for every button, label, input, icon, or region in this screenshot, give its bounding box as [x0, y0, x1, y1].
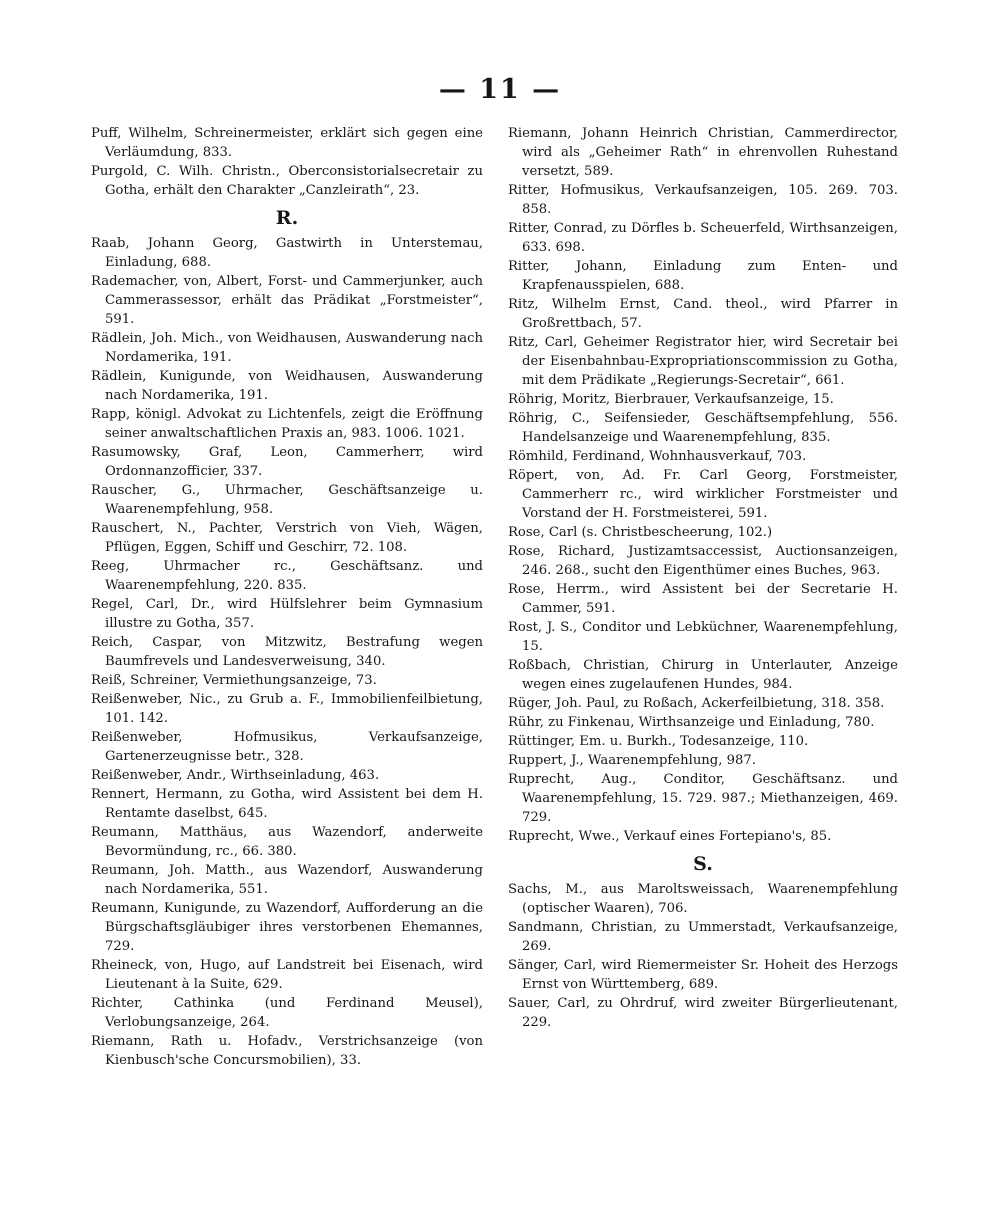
index-entry: Sandmann, Christian, zu Ummerstadt, Verkaufsanzeige, 269. — [508, 920, 898, 954]
index-entry: Rost, J. S., Conditor und Lebküchner, Waarenempfehlung, 15. — [508, 620, 898, 654]
index-entry: Rüger, Joh. Paul, zu Roßach, Ackerfeilbietung, 318. 358. — [508, 696, 885, 711]
left-column — [91, 124, 483, 1070]
index-entry: Rose, Carl (s. Christbescheerung, 102.) — [508, 525, 773, 540]
index-entry: Römhild, Ferdinand, Wohnhausverkauf, 703. — [508, 449, 807, 464]
index-entry: Ruprecht, Wwe., Verkauf eines Fortepiano's, 85. — [508, 829, 832, 844]
index-entry: Röpert, von, Ad. Fr. Carl Georg, Forstmeister, Cammerherr rc., wird wirklicher Forstmeister und Vorstand der H. Forstmeisterei, 591. — [508, 468, 898, 521]
index-entry: Reumann, Kunigunde, zu Wazendorf, Aufforderung an die Bürgschaftsgläubiger ihres verstorbenen Ehemannes, 729. — [91, 901, 483, 954]
index-entry: Rennert, Hermann, zu Gotha, wird Assistent bei dem H. Rentamte daselbst, 645. — [91, 787, 483, 821]
index-entry: Ritter, Hofmusikus, Verkaufsanzeigen, 105. 269. 703. 858. — [508, 183, 898, 217]
index-entry: Reumann, Joh. Matth., aus Wazendorf, Auswanderung nach Nordamerika, 551. — [91, 863, 483, 897]
index-entry: Röhrig, Moritz, Bierbrauer, Verkaufsanzeige, 15. — [508, 392, 834, 407]
index-entry: Ruppert, J., Waarenempfehlung, 987. — [508, 753, 756, 768]
index-entry: Ruprecht, Aug., Conditor, Geschäftsanz. und Waarenempfehlung, 15. 729. 987.; Miethanzeigen, 469. 729. — [508, 772, 898, 825]
index-entry: Reumann, Matthäus, aus Wazendorf, anderweite Bevormündung, rc., 66. 380. — [91, 825, 483, 859]
index-entry: Roßbach, Christian, Chirurg in Unterlauter, Anzeige wegen eines zugelaufenen Hundes, 984. — [508, 658, 898, 692]
index-entry: Rose, Richard, Justizamtsaccessist, Auctionsanzeigen, 246. 268., sucht den Eigenthümer eines Buches, 963. — [508, 544, 898, 578]
index-entry: Rasumowsky, Graf, Leon, Cammerherr, wird Ordonnanzofficier, 337. — [91, 445, 483, 479]
index-entry: Raab, Johann Georg, Gastwirth in Unterstemau, Einladung, 688. — [91, 236, 483, 270]
right-column — [508, 124, 898, 1032]
index-entry: Ritz, Carl, Geheimer Registrator hier, wird Secretair bei der Eisenbahnbau-Expropriationscommission zu Gotha, mit dem Prädikate „Regierungs-Secretair“, 661. — [508, 335, 898, 388]
page-number: — 11 — — [438, 74, 562, 105]
index-entry: Reeg, Uhrmacher rc., Geschäftsanz. und Waarenempfehlung, 220. 835. — [91, 559, 483, 593]
index-entry: Sauer, Carl, zu Ohrdruf, wird zweiter Bürgerlieutenant, 229. — [508, 996, 898, 1030]
index-entry: Regel, Carl, Dr., wird Hülfslehrer beim Gymnasium illustre zu Gotha, 357. — [91, 597, 483, 631]
index-entry: Sänger, Carl, wird Riemermeister Sr. Hoheit des Herzogs Ernst von Württemberg, 689. — [508, 958, 898, 992]
index-entry: Reißenweber, Hofmusikus, Verkaufsanzeige, Gartenerzeugnisse betr., 328. — [91, 730, 483, 764]
index-entry: Reißenweber, Andr., Wirthseinladung, 463. — [91, 768, 380, 783]
index-entry: Ritz, Wilhelm Ernst, Cand. theol., wird Pfarrer in Großrettbach, 57. — [508, 297, 898, 331]
index-entry: Rädlein, Joh. Mich., von Weidhausen, Auswanderung nach Nordamerika, 191. — [91, 331, 483, 365]
index-entry: Reich, Caspar, von Mitzwitz, Bestrafung wegen Baumfrevels und Landesverweisung, 340. — [91, 635, 483, 669]
index-entry: Rademacher, von, Albert, Forst- und Cammerjunker, auch Cammerassessor, erhält das Prädikat „Forstmeister“, 591. — [91, 274, 483, 327]
index-entry: Rauschert, N., Pachter, Verstrich von Vieh, Wägen, Pflügen, Eggen, Schiff und Geschirr, 72. 108. — [91, 521, 483, 555]
index-entry: Ritter, Conrad, zu Dörfles b. Scheuerfeld, Wirthsanzeigen, 633. 698. — [508, 221, 898, 255]
index-entry: Purgold, C. Wilh. Christn., Oberconsistorialsecretair zu Gotha, erhält den Charakter „Canzleirath“, 23. — [91, 164, 483, 198]
index-entry: Rheineck, von, Hugo, auf Landstreit bei Eisenach, wird Lieutenant à la Suite, 629. — [91, 958, 483, 992]
index-entry: Röhrig, C., Seifensieder, Geschäftsempfehlung, 556. Handelsanzeige und Waarenempfehlung, 835. — [508, 411, 898, 445]
index-entry: Rüttinger, Em. u. Burkh., Todesanzeige, 110. — [508, 734, 809, 749]
index-entry: Riemann, Johann Heinrich Christian, Cammerdirector, wird als „Geheimer Rath“ in ehrenvollen Ruhestand versetzt, 589. — [508, 126, 898, 179]
index-entry: Rapp, königl. Advokat zu Lichtenfels, zeigt die Eröffnung seiner anwaltschaftlichen Praxis an, 983. 1006. 1021. — [91, 407, 483, 441]
index-entry: Reiß, Schreiner, Vermiethungsanzeige, 73. — [91, 673, 377, 688]
section-heading: R. — [275, 207, 299, 229]
index-entry: Ritter, Johann, Einladung zum Enten- und Krapfenausspielen, 688. — [508, 259, 898, 293]
index-entry: Rauscher, G., Uhrmacher, Geschäftsanzeige u. Waarenempfehlung, 958. — [91, 483, 483, 517]
index-entry: Rädlein, Kunigunde, von Weidhausen, Auswanderung nach Nordamerika, 191. — [91, 369, 483, 403]
index-entry: Richter, Cathinka (und Ferdinand Meusel), Verlobungsanzeige, 264. — [91, 996, 483, 1030]
index-entry: Reißenweber, Nic., zu Grub a. F., Immobilienfeilbietung, 101. 142. — [91, 692, 483, 726]
index-entry: Rühr, zu Finkenau, Wirthsanzeige und Einladung, 780. — [508, 715, 875, 730]
index-entry: Puff, Wilhelm, Schreinermeister, erklärt sich gegen eine Verläumdung, 833. — [91, 126, 483, 160]
section-heading: S. — [693, 853, 713, 875]
index-entry: Riemann, Rath u. Hofadv., Verstrichsanzeige (von Kienbusch'sche Concursmobilien), 33. — [91, 1034, 483, 1068]
index-entry: Sachs, M., aus Maroltsweissach, Waarenempfehlung (optischer Waaren), 706. — [508, 882, 898, 916]
index-entry: Rose, Herrm., wird Assistent bei der Secretarie H. Cammer, 591. — [508, 582, 898, 616]
